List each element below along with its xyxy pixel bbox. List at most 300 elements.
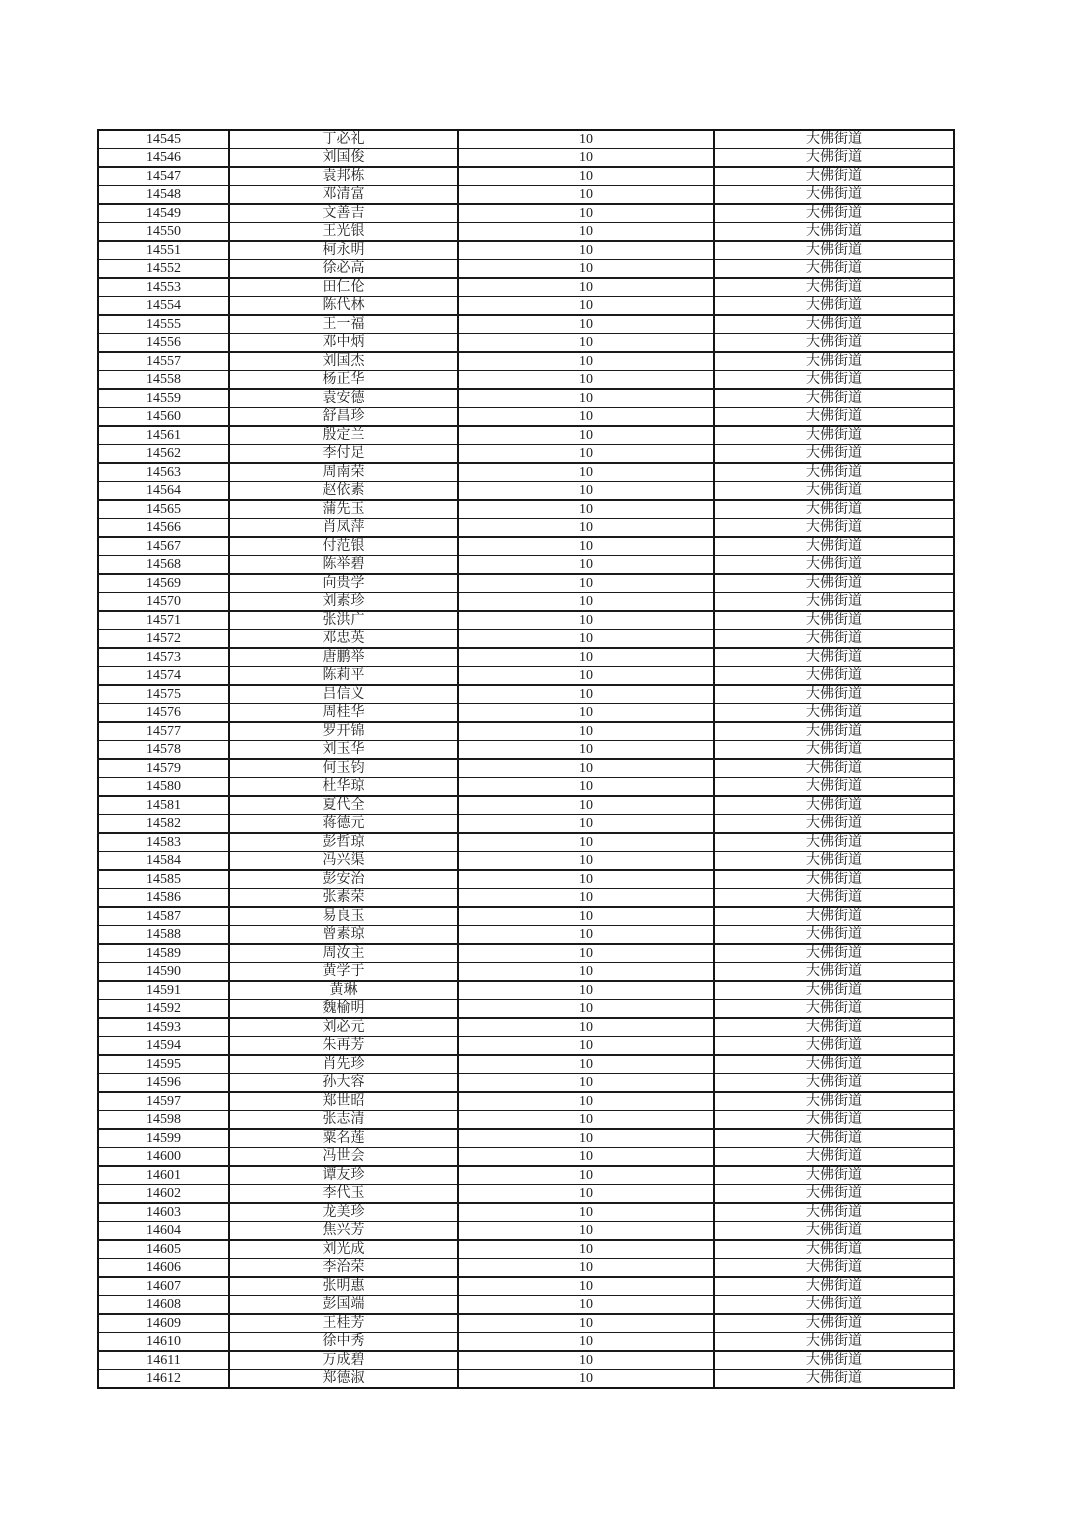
- district-cell: 大佛街道: [714, 630, 954, 649]
- name-cell: 张素荣: [229, 889, 458, 908]
- district-cell: 大佛街道: [714, 870, 954, 889]
- table-row: [98, 611, 954, 630]
- district-cell: 大佛街道: [714, 1074, 954, 1093]
- table-row: [98, 1148, 954, 1167]
- district-cell: 大佛街道: [714, 741, 954, 760]
- value-cell: 10: [458, 704, 714, 723]
- name-cell: 袁安德: [229, 389, 458, 408]
- table-row: [98, 722, 954, 741]
- id-cell: 14578: [98, 741, 229, 760]
- name-cell: 郑世昭: [229, 1092, 458, 1111]
- value-cell: 10: [458, 574, 714, 593]
- district-cell: 大佛街道: [714, 1037, 954, 1056]
- district-cell: 大佛街道: [714, 1185, 954, 1204]
- id-cell: 14562: [98, 445, 229, 464]
- table-row: [98, 704, 954, 723]
- id-cell: 14547: [98, 167, 229, 186]
- table-row: [98, 297, 954, 316]
- value-cell: 10: [458, 1185, 714, 1204]
- value-cell: 10: [458, 1129, 714, 1148]
- value-cell: 10: [458, 648, 714, 667]
- district-cell: 大佛街道: [714, 1092, 954, 1111]
- name-cell: 曾素琼: [229, 926, 458, 945]
- table-row: [98, 1129, 954, 1148]
- name-cell: 刘素珍: [229, 593, 458, 612]
- name-cell: 彭国端: [229, 1296, 458, 1315]
- value-cell: 10: [458, 1296, 714, 1315]
- table-row: [98, 223, 954, 242]
- district-cell: 大佛街道: [714, 981, 954, 1000]
- id-cell: 14605: [98, 1240, 229, 1259]
- id-cell: 14602: [98, 1185, 229, 1204]
- id-cell: 14604: [98, 1222, 229, 1241]
- table-row: [98, 1037, 954, 1056]
- table-row: [98, 796, 954, 815]
- name-cell: 黄琳: [229, 981, 458, 1000]
- name-cell: 付范银: [229, 537, 458, 556]
- value-cell: 10: [458, 1000, 714, 1019]
- district-cell: 大佛街道: [714, 667, 954, 686]
- value-cell: 10: [458, 519, 714, 538]
- name-cell: 周桂华: [229, 704, 458, 723]
- id-cell: 14590: [98, 963, 229, 982]
- table-row: [98, 907, 954, 926]
- name-cell: 丁必礼: [229, 130, 458, 149]
- id-cell: 14555: [98, 315, 229, 334]
- id-cell: 14558: [98, 371, 229, 390]
- value-cell: 10: [458, 445, 714, 464]
- value-cell: 10: [458, 1259, 714, 1278]
- name-cell: 蒲先玉: [229, 500, 458, 519]
- table-row: [98, 463, 954, 482]
- id-cell: 14565: [98, 500, 229, 519]
- table-row: [98, 574, 954, 593]
- district-cell: 大佛街道: [714, 556, 954, 575]
- value-cell: 10: [458, 1277, 714, 1296]
- id-cell: 14569: [98, 574, 229, 593]
- id-cell: 14546: [98, 149, 229, 168]
- district-cell: 大佛街道: [714, 389, 954, 408]
- district-cell: 大佛街道: [714, 1296, 954, 1315]
- name-cell: 周南荣: [229, 463, 458, 482]
- id-cell: 14584: [98, 852, 229, 871]
- district-cell: 大佛街道: [714, 315, 954, 334]
- name-cell: 万成碧: [229, 1351, 458, 1370]
- name-cell: 李付足: [229, 445, 458, 464]
- name-cell: 李治荣: [229, 1259, 458, 1278]
- value-cell: 10: [458, 352, 714, 371]
- id-cell: 14612: [146, 1371, 181, 1386]
- id-cell: 14597: [98, 1092, 229, 1111]
- district-cell: 大佛街道: [714, 796, 954, 815]
- district-cell: 大佛街道: [714, 186, 954, 205]
- name-cell: 向贵学: [229, 574, 458, 593]
- district-cell: 大佛街道: [714, 352, 954, 371]
- value-cell: 10: [458, 944, 714, 963]
- district-cell: 大佛街道: [714, 574, 954, 593]
- district-cell: 大佛街道: [714, 1148, 954, 1167]
- district-cell: 大佛街道: [714, 778, 954, 797]
- name-cell: 陈举碧: [229, 556, 458, 575]
- value-cell: 10: [458, 1148, 714, 1167]
- district-cell: 大佛街道: [714, 1055, 954, 1074]
- id-cell: 14566: [98, 519, 229, 538]
- district-cell: 大佛街道: [714, 445, 954, 464]
- name-cell: 陈莉平: [229, 667, 458, 686]
- table-row: [98, 334, 954, 353]
- name-cell: 邓清富: [229, 186, 458, 205]
- table-row: [98, 1111, 954, 1130]
- table-row: [98, 963, 954, 982]
- name-cell: 焦兴芳: [229, 1222, 458, 1241]
- table-row: [98, 352, 954, 371]
- value-cell: 10: [458, 778, 714, 797]
- value-cell: 10: [458, 1166, 714, 1185]
- name-cell: 杨正华: [229, 371, 458, 390]
- table-row: [98, 260, 954, 279]
- district-cell: 大佛街道: [714, 241, 954, 260]
- name-cell: 肖先珍: [229, 1055, 458, 1074]
- id-cell: 14552: [98, 260, 229, 279]
- name-cell: 杜华琼: [229, 778, 458, 797]
- value-cell: 10: [458, 241, 714, 260]
- table-row: [98, 445, 954, 464]
- name-cell: 易良玉: [229, 907, 458, 926]
- value-cell: 10: [458, 463, 714, 482]
- table-row: [98, 1018, 954, 1037]
- district-cell: 大佛街道: [714, 482, 954, 501]
- district-cell: 大佛街道: [714, 500, 954, 519]
- table-row: [98, 1277, 954, 1296]
- district-cell: 大佛街道: [714, 1259, 954, 1278]
- id-cell: 14582: [98, 815, 229, 834]
- name-cell: 彭安治: [229, 870, 458, 889]
- district-cell: 大佛街道: [714, 722, 954, 741]
- name-cell: 田仁伦: [229, 278, 458, 297]
- id-cell: 14545: [98, 130, 229, 149]
- value-cell: 10: [458, 889, 714, 908]
- value-cell: 10: [458, 981, 714, 1000]
- roster-table: [97, 129, 955, 1389]
- id-cell: 14593: [98, 1018, 229, 1037]
- value-cell: 10: [458, 1333, 714, 1352]
- id-cell: 14561: [98, 426, 229, 445]
- value-cell: 10: [458, 1092, 714, 1111]
- id-cell: 14592: [98, 1000, 229, 1019]
- table-row: [98, 426, 954, 445]
- name-cell: 刘国杰: [229, 352, 458, 371]
- district-cell: 大佛街道: [714, 1111, 954, 1130]
- name-cell: 肖凤萍: [229, 519, 458, 538]
- id-cell: 14550: [98, 223, 229, 242]
- district-cell: 大佛街道: [714, 1240, 954, 1259]
- district-cell: 大佛街道: [714, 167, 954, 186]
- id-cell: 14568: [98, 556, 229, 575]
- id-cell: 14583: [98, 833, 229, 852]
- value-cell: 10: [458, 907, 714, 926]
- id-cell: 14599: [98, 1129, 229, 1148]
- value-cell: 10: [458, 130, 714, 149]
- name-cell: 刘玉华: [229, 741, 458, 760]
- name-cell: 邓中炳: [229, 334, 458, 353]
- district-cell: 大佛街道: [714, 611, 954, 630]
- table-row: [98, 1074, 954, 1093]
- id-cell: 14581: [98, 796, 229, 815]
- value-cell: 10: [458, 741, 714, 760]
- id-cell: 14557: [98, 352, 229, 371]
- table-row: [98, 1000, 954, 1019]
- name-cell: 徐中秀: [229, 1333, 458, 1352]
- name-cell: 周汝主: [229, 944, 458, 963]
- district-cell: 大佛街道: [714, 1222, 954, 1241]
- value-cell: 10: [458, 500, 714, 519]
- table-row: [98, 1259, 954, 1278]
- value-cell: 10: [458, 815, 714, 834]
- table-row: [98, 630, 954, 649]
- id-cell: 14575: [98, 685, 229, 704]
- value-cell: 10: [458, 167, 714, 186]
- name-cell: 夏代全: [229, 796, 458, 815]
- id-cell: 14595: [98, 1055, 229, 1074]
- id-cell: 14560: [98, 408, 229, 427]
- name-cell: 赵依素: [229, 482, 458, 501]
- table-row: [98, 149, 954, 168]
- table-row: [98, 1203, 954, 1222]
- table-row: [98, 852, 954, 871]
- value-cell: 10: [458, 630, 714, 649]
- table-row: [98, 389, 954, 408]
- table-row: [98, 204, 954, 223]
- table-row: [98, 667, 954, 686]
- name-cell: 邓忠英: [229, 630, 458, 649]
- name-cell: 冯世会: [229, 1148, 458, 1167]
- value-cell: 10: [458, 833, 714, 852]
- value-cell: 10: [458, 315, 714, 334]
- id-cell: 14551: [98, 241, 229, 260]
- name-cell: 陈代林: [229, 297, 458, 316]
- table-row: [98, 1055, 954, 1074]
- district-cell: 大佛街道: [714, 371, 954, 390]
- value-cell: 10: [458, 371, 714, 390]
- value-cell: 10: [458, 667, 714, 686]
- id-cell: 14570: [98, 593, 229, 612]
- table-row: [98, 944, 954, 963]
- district-cell: 大佛街道: [714, 833, 954, 852]
- table-row: [98, 981, 954, 1000]
- table-row: [98, 889, 954, 908]
- id-cell: 14553: [98, 278, 229, 297]
- name-cell: 刘国俊: [229, 149, 458, 168]
- district-cell: 大佛街道: [714, 463, 954, 482]
- district-cell: 大佛街道: [714, 278, 954, 297]
- value-cell: 10: [458, 611, 714, 630]
- value-cell: 10: [458, 759, 714, 778]
- value-cell: 10: [458, 796, 714, 815]
- table-row: [98, 186, 954, 205]
- name-cell: 黄学于: [229, 963, 458, 982]
- district-cell: 大佛街道: [714, 1277, 954, 1296]
- id-cell: 14586: [98, 889, 229, 908]
- table-row: [98, 741, 954, 760]
- table-row: [98, 167, 954, 186]
- id-cell: 14608: [98, 1296, 229, 1315]
- value-cell: 10: [458, 685, 714, 704]
- district-cell: 大佛街道: [714, 1000, 954, 1019]
- name-cell: 柯永明: [229, 241, 458, 260]
- table-row: [98, 1314, 954, 1333]
- value-cell: 10: [458, 1074, 714, 1093]
- value-cell: 10: [458, 852, 714, 871]
- id-cell: 14606: [98, 1259, 229, 1278]
- id-cell: 14601: [98, 1166, 229, 1185]
- value-cell: 10: [458, 389, 714, 408]
- id-cell: 14587: [98, 907, 229, 926]
- district-cell: 大佛街道: [714, 889, 954, 908]
- name-cell: 徐必高: [229, 260, 458, 279]
- id-cell: 14573: [98, 648, 229, 667]
- table-row: [98, 1370, 954, 1389]
- district-cell: 大佛街道: [714, 1370, 954, 1389]
- district-cell: 大佛街道: [714, 685, 954, 704]
- district-cell: 大佛街道: [714, 1351, 954, 1370]
- value-cell: 10: [458, 334, 714, 353]
- table-row: [98, 685, 954, 704]
- name-cell: 刘必元: [229, 1018, 458, 1037]
- table-row: [98, 593, 954, 612]
- value-cell: 10: [458, 1370, 714, 1389]
- value-cell: 10: [458, 1037, 714, 1056]
- name-cell: 唐鹏举: [229, 648, 458, 667]
- table-row: [98, 648, 954, 667]
- value-cell: 10: [458, 556, 714, 575]
- district-cell: 大佛街道: [714, 944, 954, 963]
- id-cell: 14567: [98, 537, 229, 556]
- district-cell: 大佛街道: [714, 426, 954, 445]
- id-cell: 14580: [98, 778, 229, 797]
- district-cell: 大佛街道: [714, 1166, 954, 1185]
- district-cell: 大佛街道: [714, 1018, 954, 1037]
- id-cell: 14559: [98, 389, 229, 408]
- id-cell: 14549: [98, 204, 229, 223]
- district-cell: 大佛街道: [714, 519, 954, 538]
- value-cell: 10: [458, 426, 714, 445]
- table-row: [98, 130, 954, 149]
- id-cell: 14579: [98, 759, 229, 778]
- value-cell: 10: [458, 149, 714, 168]
- table-row: [98, 1296, 954, 1315]
- id-cell: 14585: [98, 870, 229, 889]
- name-cell: 王一福: [229, 315, 458, 334]
- district-cell: 大佛街道: [714, 1314, 954, 1333]
- name-cell: 粟名莲: [229, 1129, 458, 1148]
- district-cell: 大佛街道: [714, 130, 954, 149]
- value-cell: 10: [458, 593, 714, 612]
- name-cell: 蒋德元: [229, 815, 458, 834]
- name-cell: 文善吉: [229, 204, 458, 223]
- id-cell: 14589: [98, 944, 229, 963]
- id-cell: 14594: [98, 1037, 229, 1056]
- district-cell: 大佛街道: [714, 204, 954, 223]
- name-cell: 殷定兰: [229, 426, 458, 445]
- id-cell: 14588: [98, 926, 229, 945]
- table-row: [98, 759, 954, 778]
- table-row: [98, 1185, 954, 1204]
- district-cell: 大佛街道: [714, 907, 954, 926]
- name-cell: 冯兴渠: [229, 852, 458, 871]
- value-cell: 10: [458, 1222, 714, 1241]
- table-row: [98, 1166, 954, 1185]
- district-cell: 大佛街道: [714, 815, 954, 834]
- value-cell: 10: [458, 223, 714, 242]
- table-row: [98, 371, 954, 390]
- table-row: [98, 537, 954, 556]
- table-row: [98, 1351, 954, 1370]
- table-row: [98, 408, 954, 427]
- district-cell: 大佛街道: [714, 334, 954, 353]
- id-cell: 14574: [98, 667, 229, 686]
- table-row: [98, 1333, 954, 1352]
- value-cell: 10: [458, 963, 714, 982]
- table-row: [98, 241, 954, 260]
- id-cell: 14610: [98, 1333, 229, 1352]
- district-cell: 大佛街道: [714, 648, 954, 667]
- value-cell: 10: [458, 278, 714, 297]
- table-row: [98, 519, 954, 538]
- name-cell: 吕信义: [229, 685, 458, 704]
- value-cell: 10: [458, 297, 714, 316]
- id-cell: 14564: [98, 482, 229, 501]
- id-cell: 14603: [98, 1203, 229, 1222]
- district-cell: 大佛街道: [714, 926, 954, 945]
- name-cell: 彭哲琼: [229, 833, 458, 852]
- value-cell: 10: [458, 1018, 714, 1037]
- table-row: [98, 833, 954, 852]
- value-cell: 10: [458, 1240, 714, 1259]
- name-cell: 郑德淑: [229, 1370, 458, 1389]
- roster-table-body: [98, 130, 954, 1388]
- district-cell: 大佛街道: [714, 149, 954, 168]
- table-row: [98, 556, 954, 575]
- name-cell: 张明惠: [229, 1277, 458, 1296]
- name-cell: 袁邦栋: [229, 167, 458, 186]
- district-cell: 大佛街道: [714, 537, 954, 556]
- district-cell: 大佛街道: [714, 759, 954, 778]
- name-cell: 李代玉: [229, 1185, 458, 1204]
- value-cell: 10: [458, 186, 714, 205]
- table-row: [98, 500, 954, 519]
- district-cell: 大佛街道: [714, 1333, 954, 1352]
- table-row: [98, 278, 954, 297]
- district-cell: 大佛街道: [714, 1129, 954, 1148]
- id-cell: 14611: [98, 1351, 229, 1370]
- table-row: [98, 815, 954, 834]
- id-cell: 14577: [98, 722, 229, 741]
- value-cell: 10: [458, 482, 714, 501]
- value-cell: 10: [458, 870, 714, 889]
- table-row: [98, 926, 954, 945]
- value-cell: 10: [458, 1351, 714, 1370]
- id-cell: 14596: [98, 1074, 229, 1093]
- table-row: [98, 482, 954, 501]
- name-cell: 刘光成: [229, 1240, 458, 1259]
- name-cell: 何玉钧: [229, 759, 458, 778]
- table-row: [98, 778, 954, 797]
- table-row: [98, 1092, 954, 1111]
- name-cell: 孙大容: [229, 1074, 458, 1093]
- document-page: [97, 129, 953, 1389]
- value-cell: 10: [458, 537, 714, 556]
- table-row: [98, 1222, 954, 1241]
